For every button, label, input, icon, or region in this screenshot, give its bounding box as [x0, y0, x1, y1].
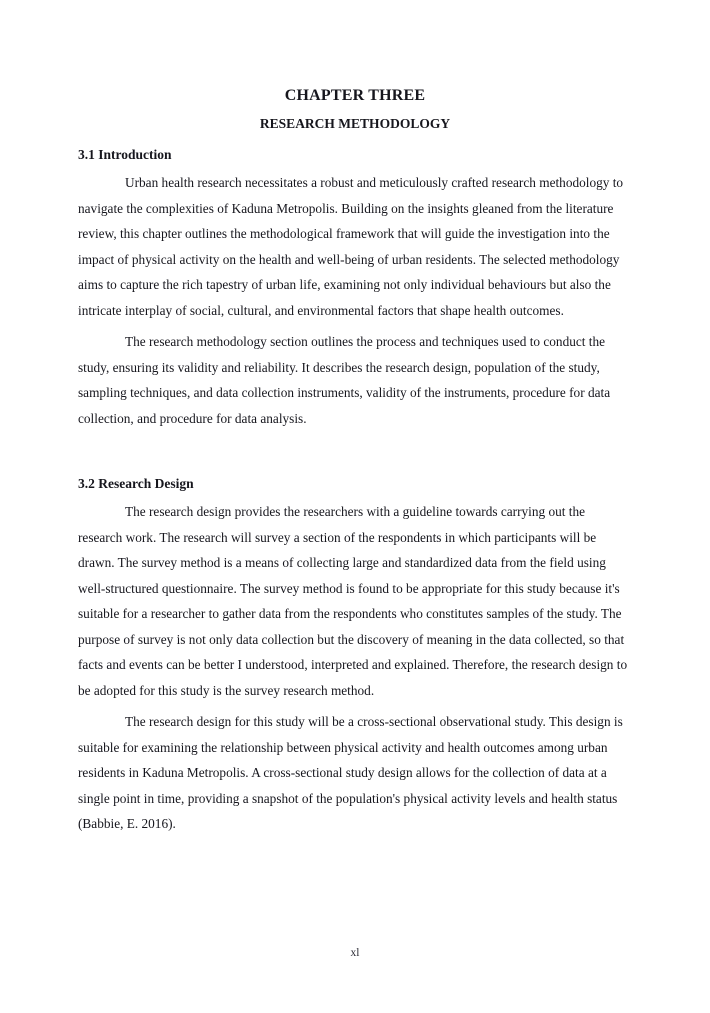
- section-heading-3-1: 3.1 Introduction: [78, 147, 172, 162]
- page-content: [78, 86, 632, 837]
- paragraph-introduction-2: The research methodology section outlines the process and techniques used to conduct the study, ensuring its validity and reliability. It describes the research design, population of the study, sampling techniques, and data collection instruments, validity of the instruments, procedure for data collection, and procedure for data analysis.: [78, 334, 611, 426]
- paragraph-introduction-1: Urban health research necessitates a robust and meticulously crafted research methodology to navigate the complexities of Kaduna Metropolis. Building on the insights gleaned from the literature review, this chapter outlines the methodological framework that will guide the investigation into the impact of physical activity on the health and well-being of urban residents. The selected methodology aims to capture the rich tapestry of urban life, examining not only individual behaviours but also the intricate interplay of social, cultural, and environmental factors that shape health outcomes.: [78, 175, 624, 318]
- chapter-title: CHAPTER THREE: [284, 87, 426, 104]
- page-number: xl: [350, 947, 360, 959]
- section-heading-3-2: 3.2 Research Design: [78, 476, 194, 491]
- chapter-subtitle: RESEARCH METHODOLOGY: [259, 116, 451, 131]
- paragraph-research-design-2: The research design for this study will be a cross-sectional observational study. This design is suitable for examining the relationship between physical activity and health outcomes among urban residents in Kaduna Metropolis. A cross-sectional study design allows for the collection of data at a single point in time, providing a snapshot of the population's physical activity levels and health status (Babbie, E. 2016).: [78, 714, 623, 831]
- paragraph-research-design-1: The research design provides the researchers with a guideline towards carrying out the research work. The research will survey a section of the respondents in which participants will be drawn. The survey method is a means of collecting large and standardized data from the field using well-structured questionnaire. The survey method is found to be appropriate for this study because it's suitable for a researcher to gather data from the respondents who constitutes samples of the study. The purpose of survey is not only data collection but the discovery of meaning in the data collected, so that facts and events can be better I understood, interpreted and explained. Therefore, the research design to be adopted for this study is the survey research method.: [78, 504, 628, 698]
